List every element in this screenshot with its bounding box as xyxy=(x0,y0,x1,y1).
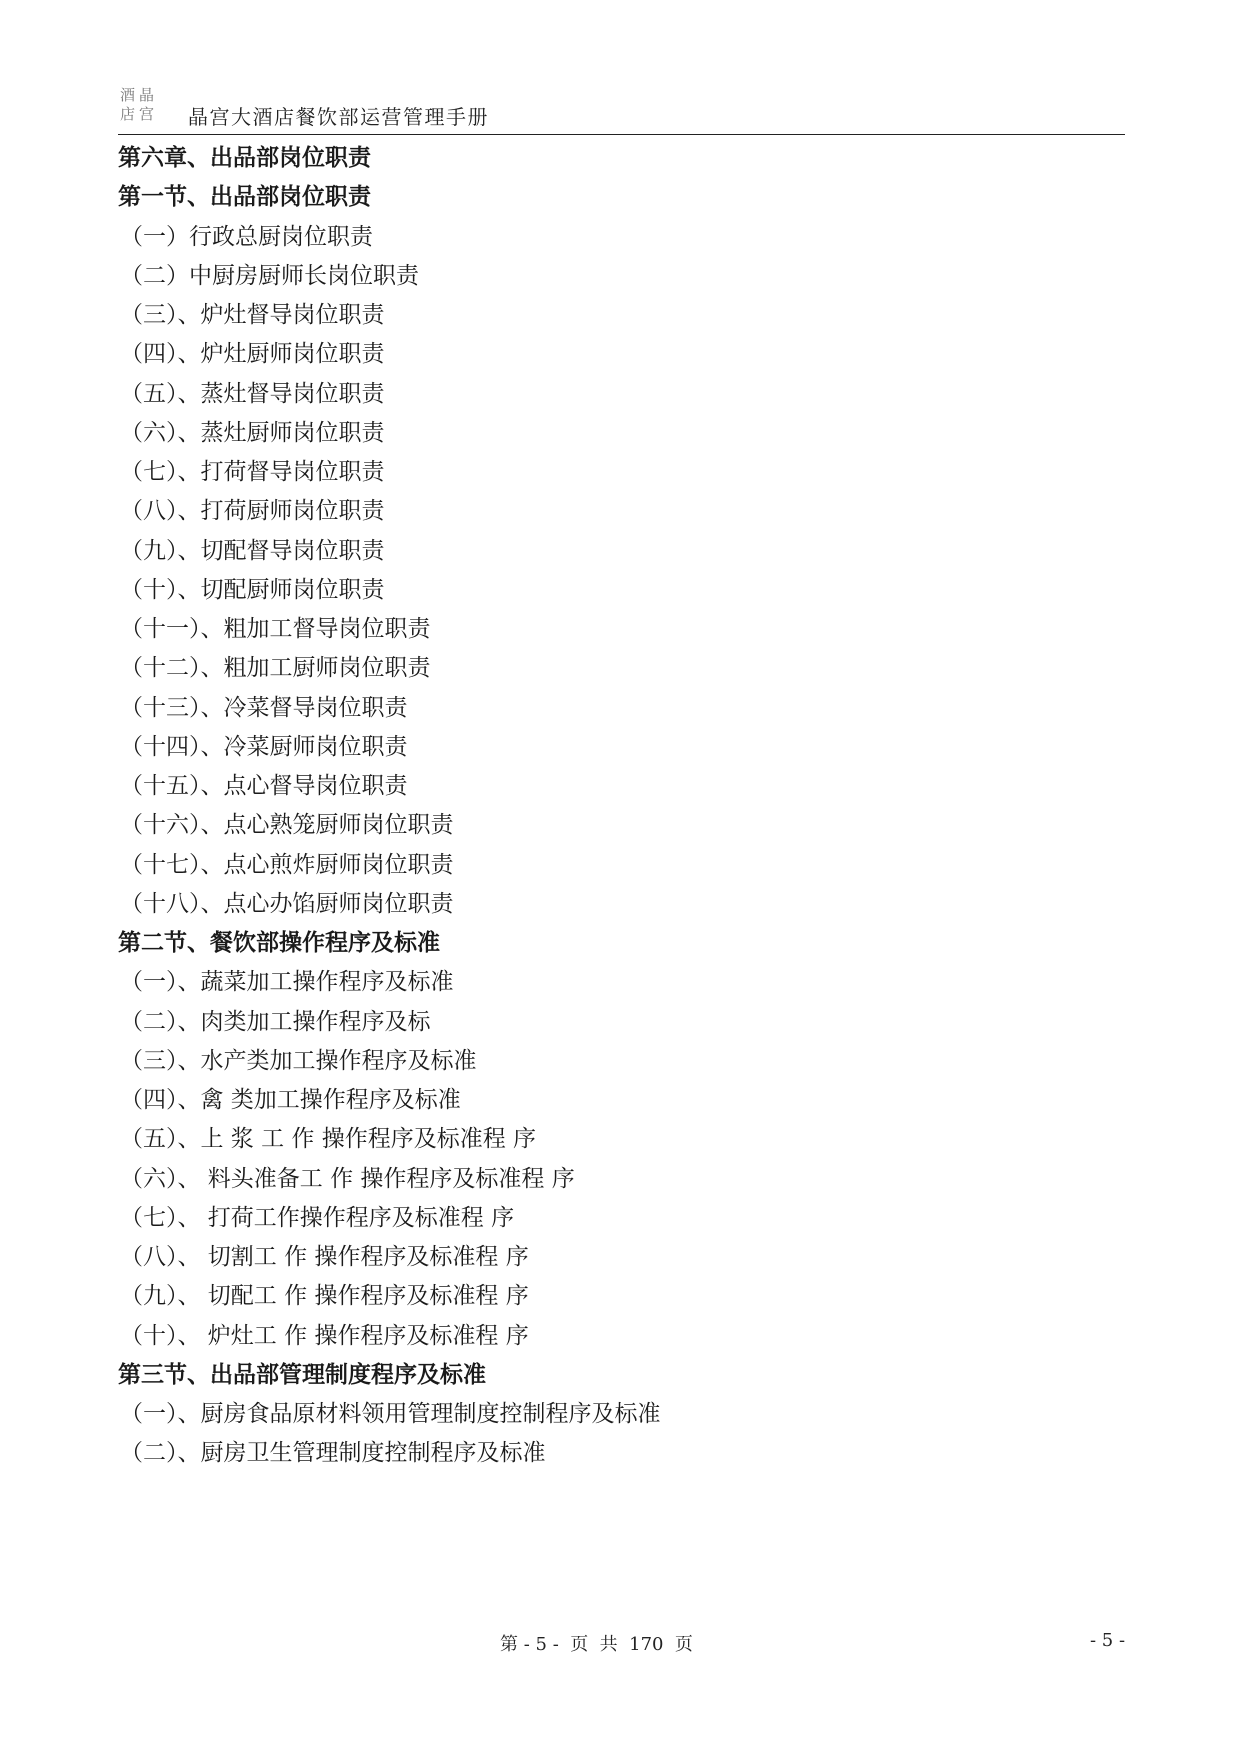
toc-item: （十）、 炉灶工 作 操作程序及标准程 序 xyxy=(120,1323,529,1349)
toc-item: （八）、打荷厨师岗位职责 xyxy=(120,498,385,524)
toc-item: （十六）、点心熟笼厨师岗位职责 xyxy=(120,812,454,838)
logo-char: 酒 xyxy=(119,86,135,104)
toc-item: （二）中厨房厨师长岗位职责 xyxy=(120,263,419,289)
section-heading: 第六章、出品部岗位职责 xyxy=(118,145,371,171)
toc-item: （十一）、粗加工督导岗位职责 xyxy=(120,616,431,642)
document-title: 晶宫大酒店餐饮部运营管理手册 xyxy=(188,105,489,129)
toc-item: （十五）、点心督导岗位职责 xyxy=(120,773,408,799)
toc-item: （四）、禽 类加工操作程序及标准 xyxy=(120,1087,461,1113)
toc-item: （二）、厨房卫生管理制度控制程序及标准 xyxy=(120,1440,546,1466)
toc-item: （八）、 切割工 作 操作程序及标准程 序 xyxy=(120,1244,529,1270)
toc-item: （五）、蒸灶督导岗位职责 xyxy=(120,381,385,407)
toc-item: （七）、 打荷工作操作程序及标准程 序 xyxy=(120,1205,515,1231)
toc-item: （九）、切配督导岗位职责 xyxy=(120,538,385,564)
toc-item: （一）、蔬菜加工操作程序及标准 xyxy=(120,969,454,995)
toc-item: （五）、上 浆 工 作 操作程序及标准程 序 xyxy=(120,1126,537,1152)
toc-item: （十四）、冷菜厨师岗位职责 xyxy=(120,734,408,760)
logo-char: 晶 xyxy=(138,86,154,104)
toc-item: （三）、炉灶督导岗位职责 xyxy=(120,302,385,328)
logo-char: 店 xyxy=(119,105,135,123)
toc-item: （一）、厨房食品原材料领用管理制度控制程序及标准 xyxy=(120,1401,661,1427)
hotel-logo xyxy=(118,86,156,124)
toc-item: （十七）、点心煎炸厨师岗位职责 xyxy=(120,852,454,878)
toc-item: （十八）、点心办馅厨师岗位职责 xyxy=(120,891,454,917)
section-heading: 第二节、餐饮部操作程序及标准 xyxy=(118,930,440,956)
toc-item: （三）、水产类加工操作程序及标准 xyxy=(120,1048,477,1074)
toc-item: （二）、肉类加工操作程序及标 xyxy=(120,1009,431,1035)
toc-item: （十三）、冷菜督导岗位职责 xyxy=(120,695,408,721)
toc-item: （一）行政总厨岗位职责 xyxy=(120,224,373,250)
toc-item: （十）、切配厨师岗位职责 xyxy=(120,577,385,603)
toc-item: （六）、 料头准备工 作 操作程序及标准程 序 xyxy=(120,1166,575,1192)
page-number-footer: 第 - 5 - 页 共 170 页 xyxy=(500,1634,693,1655)
toc-item: （九）、 切配工 作 操作程序及标准程 序 xyxy=(120,1283,529,1309)
toc-item: （十二）、粗加工厨师岗位职责 xyxy=(120,655,431,681)
toc-item: （六）、蒸灶厨师岗位职责 xyxy=(120,420,385,446)
toc-item: （七）、打荷督导岗位职责 xyxy=(120,459,385,485)
page-header xyxy=(118,86,1125,135)
section-heading: 第一节、出品部岗位职责 xyxy=(118,184,371,210)
section-heading: 第三节、出品部管理制度程序及标准 xyxy=(118,1362,486,1388)
toc-item: （四）、炉灶厨师岗位职责 xyxy=(120,341,385,367)
page-number-right: - 5 - xyxy=(1090,1630,1126,1651)
logo-char: 宫 xyxy=(138,105,154,123)
